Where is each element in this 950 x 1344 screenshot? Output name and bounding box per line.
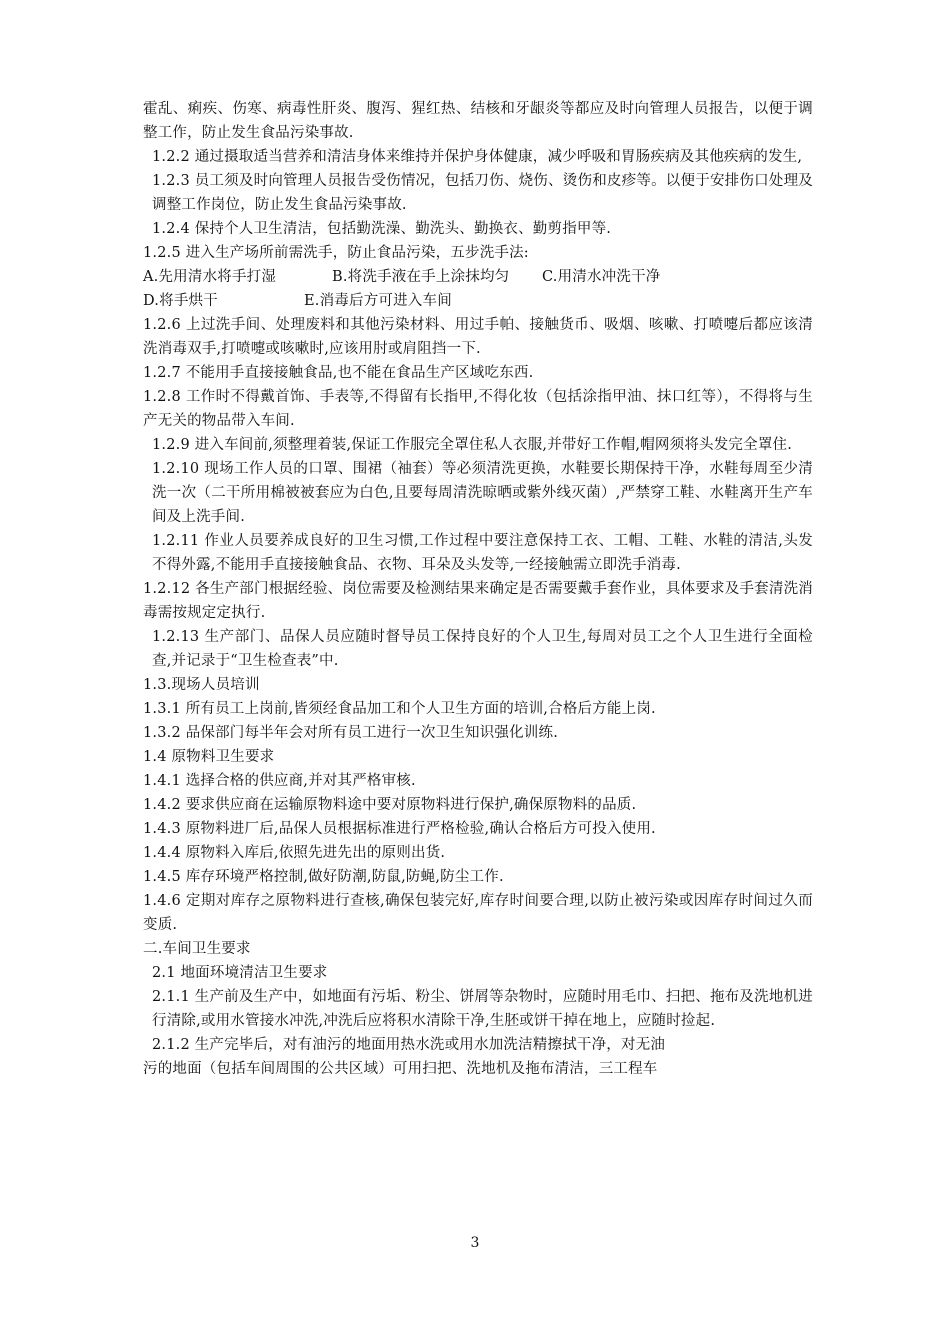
paragraph: 2.1.2 生产完毕后，对有油污的地面用热水洗或用水加洗洁精擦拭干净，对无油	[152, 1037, 666, 1053]
page-number: 3	[470, 1235, 480, 1251]
paragraph: 1.4.5 库存环境严格控制,做好防潮,防鼠,防蝇,防尘工作.	[143, 869, 504, 885]
paragraph: 污的地面（包括车间周围的公共区域）可用扫把、洗地机及拖布清洁，三工程车	[143, 1061, 658, 1077]
wash-step-e: E.消毒后方可进入车间	[304, 293, 452, 309]
paragraph: 1.2.9 进入车间前,须整理着装,保证工作服完全罩住私人衣服,并带好工作帽,帽网须将头发完全罩住.	[152, 437, 793, 453]
paragraph: 2.1 地面环境清洁卫生要求	[152, 965, 328, 981]
paragraph: 1.2.12 各生产部门根据经验、岗位需要及检测结果来确定是否需要戴手套作业，具体要求及手套清洗消毒需按规定定执行.	[143, 581, 813, 621]
paragraph: 1.2.7 不能用手直接接触食品,也不能在食品生产区域吃东西.	[143, 365, 534, 381]
paragraph: 1.2.4 保持个人卫生清洁，包括勤洗澡、勤洗头、勤换衣、勤剪指甲等.	[152, 221, 612, 237]
paragraph: 1.2.11 作业人员要养成良好的卫生习惯,工作过程中要注意保持工衣、工帽、工鞋、水鞋的清洁,头发不得外露,不能用手直接接触食品、衣物、耳朵及头发等,一经接触需立即洗手消毒.	[152, 533, 813, 573]
paragraph: 1.2.13 生产部门、品保人员应随时督导员工保持良好的个人卫生,每周对员工之个人卫生进行全面检查,并记录于“卫生检查表”中.	[152, 629, 813, 669]
wash-step-d: D.将手烘干	[143, 293, 218, 309]
paragraph: 1.4 原物料卫生要求	[143, 749, 275, 765]
paragraph: 1.2.5 进入生产场所前需洗手，防止食品污染，五步洗手法:	[143, 245, 529, 261]
document-body	[143, 97, 813, 1081]
paragraph: 1.3.1 所有员工上岗前,皆须经食品加工和个人卫生方面的培训,合格后方能上岗.	[143, 701, 656, 717]
paragraph: 二.车间卫生要求	[143, 941, 251, 957]
paragraph: 1.4.6 定期对库存之原物料进行查核,确保包装完好,库存时间要合理,以防止被污染或因库存时间过久而变质.	[143, 893, 813, 933]
paragraph: 1.4.2 要求供应商在运输原物料途中要对原物料进行保护,确保原物料的品质.	[143, 797, 637, 813]
wash-step-c: C.用清水冲洗干净	[542, 269, 661, 285]
wash-steps-row-2	[143, 289, 813, 313]
wash-step-b: B.将洗手液在手上涂抹均匀	[332, 269, 510, 285]
paragraph: 1.4.4 原物料入库后,依照先进先出的原则出货.	[143, 845, 446, 861]
paragraph: 1.4.1 选择合格的供应商,并对其严格审核.	[143, 773, 416, 789]
paragraph: 霍乱、痢疾、伤寒、病毒性肝炎、腹泻、猩红热、结核和牙龈炎等都应及时向管理人员报告，以便于调整工作，防止发生食品污染事故.	[143, 101, 813, 141]
paragraph-group-2	[143, 313, 813, 1081]
paragraph: 1.2.6 上过洗手间、处理废料和其他污染材料、用过手帕、接触货币、吸烟、咳嗽、打喷嚏后都应该清洗消毒双手,打喷嚏或咳嗽时,应该用肘或肩阻挡一下.	[143, 317, 813, 357]
paragraph: 1.3.现场人员培训	[143, 677, 260, 693]
paragraph: 1.2.10 现场工作人员的口罩、围裙（袖套）等必须清洗更换，水鞋要长期保持干净，水鞋每周至少清洗一次（二干所用棉被被套应为白色,且要每周清洗晾晒或紫外线灭菌）,严禁穿工鞋、水鞋离开生产车间及上洗手间.	[152, 461, 813, 525]
paragraph: 1.2.3 员工须及时向管理人员报告受伤情况，包括刀伤、烧伤、烫伤和皮疹等。以便于安排伤口处理及调整工作岗位，防止发生食品污染事故.	[152, 173, 813, 213]
paragraph: 1.2.8 工作时不得戴首饰、手表等,不得留有长指甲,不得化妆（包括涂指甲油、抹口红等），不得将与生产无关的物品带入车间.	[143, 389, 813, 429]
wash-steps-row-1	[143, 265, 813, 289]
wash-step-a: A.先用清水将手打湿	[143, 269, 277, 285]
paragraph: 1.2.2 通过摄取适当营养和清洁身体来维持并保护身体健康，减少呼吸和胃肠疾病及其他疾病的发生,	[152, 149, 803, 165]
paragraph-group-1	[143, 97, 813, 265]
paragraph: 2.1.1 生产前及生产中，如地面有污垢、粉尘、饼屑等杂物时，应随时用毛巾、扫把、拖布及洗地机进行清除,或用水管接水冲洗,冲洗后应将积水清除干净,生胚或饼干掉在地上，应随时捡起.	[152, 989, 813, 1029]
paragraph: 1.3.2 品保部门每半年会对所有员工进行一次卫生知识强化训练.	[143, 725, 559, 741]
paragraph: 1.4.3 原物料进厂后,品保人员根据标准进行严格检验,确认合格后方可投入使用.	[143, 821, 656, 837]
